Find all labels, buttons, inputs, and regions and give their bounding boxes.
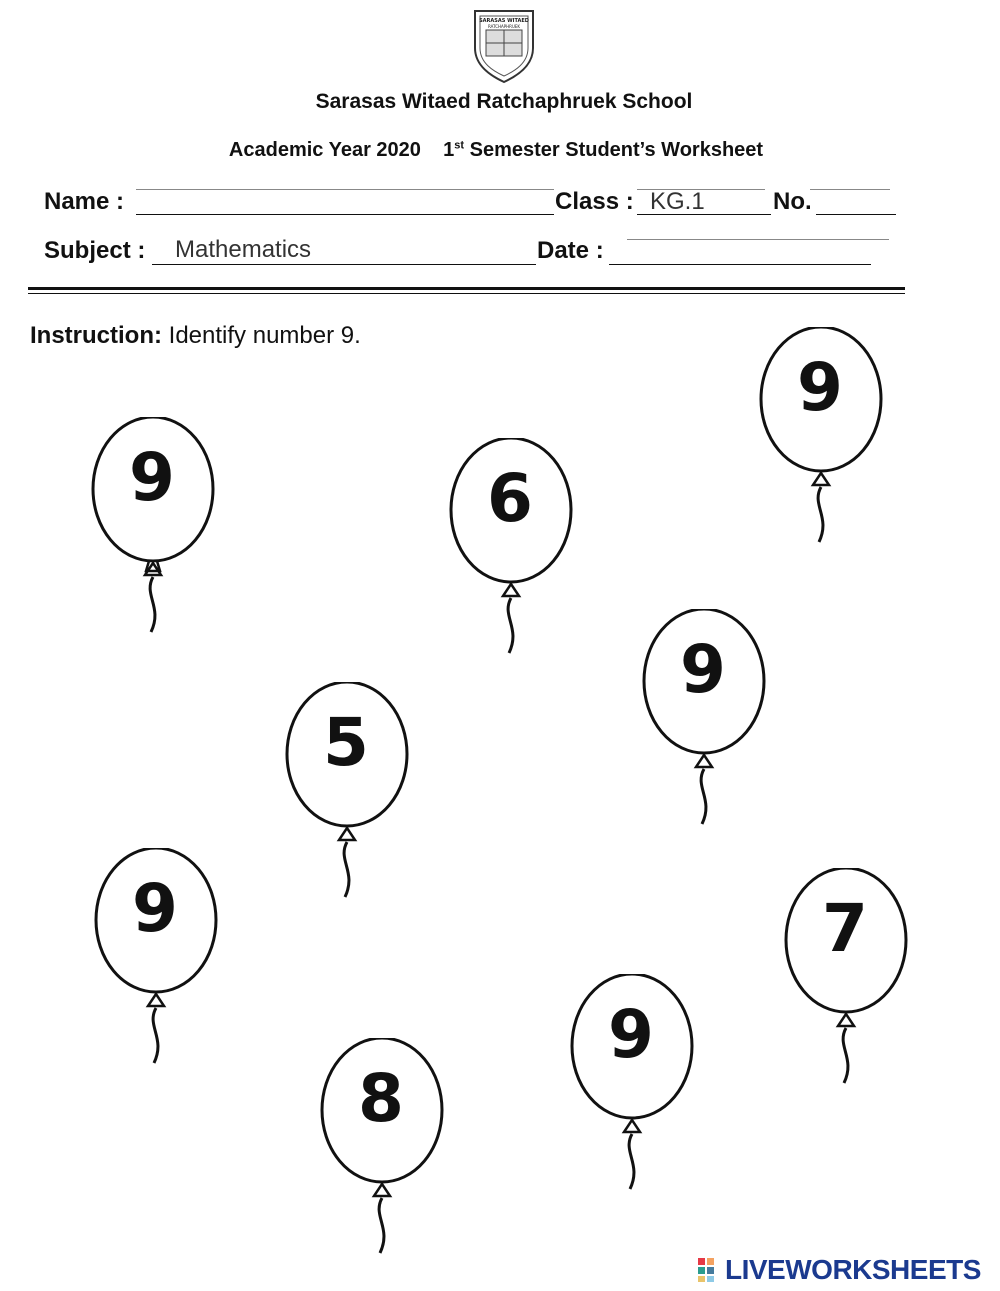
crest-text-top: SARASAS WITAED (479, 18, 529, 24)
semester-sup: st (454, 139, 465, 152)
class-field[interactable] (637, 214, 771, 215)
class-label: Class : (555, 188, 634, 215)
semester-label: Semester Student’s Worksheet (464, 139, 764, 161)
subject-label: Subject : (44, 237, 146, 264)
balloon-2[interactable] (449, 438, 579, 668)
instruction (30, 322, 361, 350)
balloon-8[interactable] (570, 974, 700, 1204)
balloon-number: 9 (132, 870, 178, 947)
balloon-4[interactable] (642, 609, 772, 839)
no-field[interactable] (816, 214, 896, 215)
academic-year: Academic Year 2020 (228, 139, 421, 161)
balloon-number: 7 (822, 890, 868, 967)
class-value[interactable]: KG.1 (650, 188, 705, 215)
balloon-number: 6 (487, 460, 533, 537)
balloon-3[interactable] (759, 327, 889, 557)
school-crest (471, 8, 537, 84)
balloon-1[interactable] (91, 417, 221, 647)
liveworksheets-icon (697, 1257, 723, 1283)
balloon-6[interactable] (94, 848, 224, 1078)
balloon-5[interactable] (285, 682, 415, 912)
balloon-number: 9 (797, 349, 843, 426)
liveworksheets-text: LIVEWORKSHEETS (725, 1254, 981, 1285)
header-divider-thin (28, 293, 905, 294)
name-label: Name : (44, 188, 125, 215)
worksheet-subtitle (0, 139, 992, 162)
subject-field[interactable] (152, 264, 536, 265)
balloon-number: 8 (358, 1060, 404, 1137)
name-guide-line (136, 189, 554, 190)
balloon-number: 9 (608, 996, 654, 1073)
no-label: No. (773, 188, 812, 215)
date-field[interactable] (609, 264, 871, 265)
date-label: Date : (537, 237, 604, 264)
instruction-label: Instruction: (30, 322, 162, 349)
school-name: Sarasas Witaed Ratchaphruek School (315, 90, 693, 113)
no-guide-line (810, 189, 890, 190)
balloon-number: 5 (323, 704, 369, 781)
crest-text-bottom: RATCHAPHRUEK (487, 24, 521, 29)
semester-number: 1 (443, 139, 455, 161)
date-guide-line (627, 239, 889, 240)
balloon-9[interactable] (320, 1038, 450, 1268)
subject-value[interactable]: Mathematics (175, 236, 312, 263)
name-field[interactable] (136, 214, 554, 215)
instruction-text: Identify number 9. (162, 322, 361, 349)
balloon-number: 9 (680, 631, 726, 708)
balloon-7[interactable] (784, 868, 914, 1098)
header-divider-thick (28, 287, 905, 290)
balloon-number: 9 (129, 439, 175, 516)
